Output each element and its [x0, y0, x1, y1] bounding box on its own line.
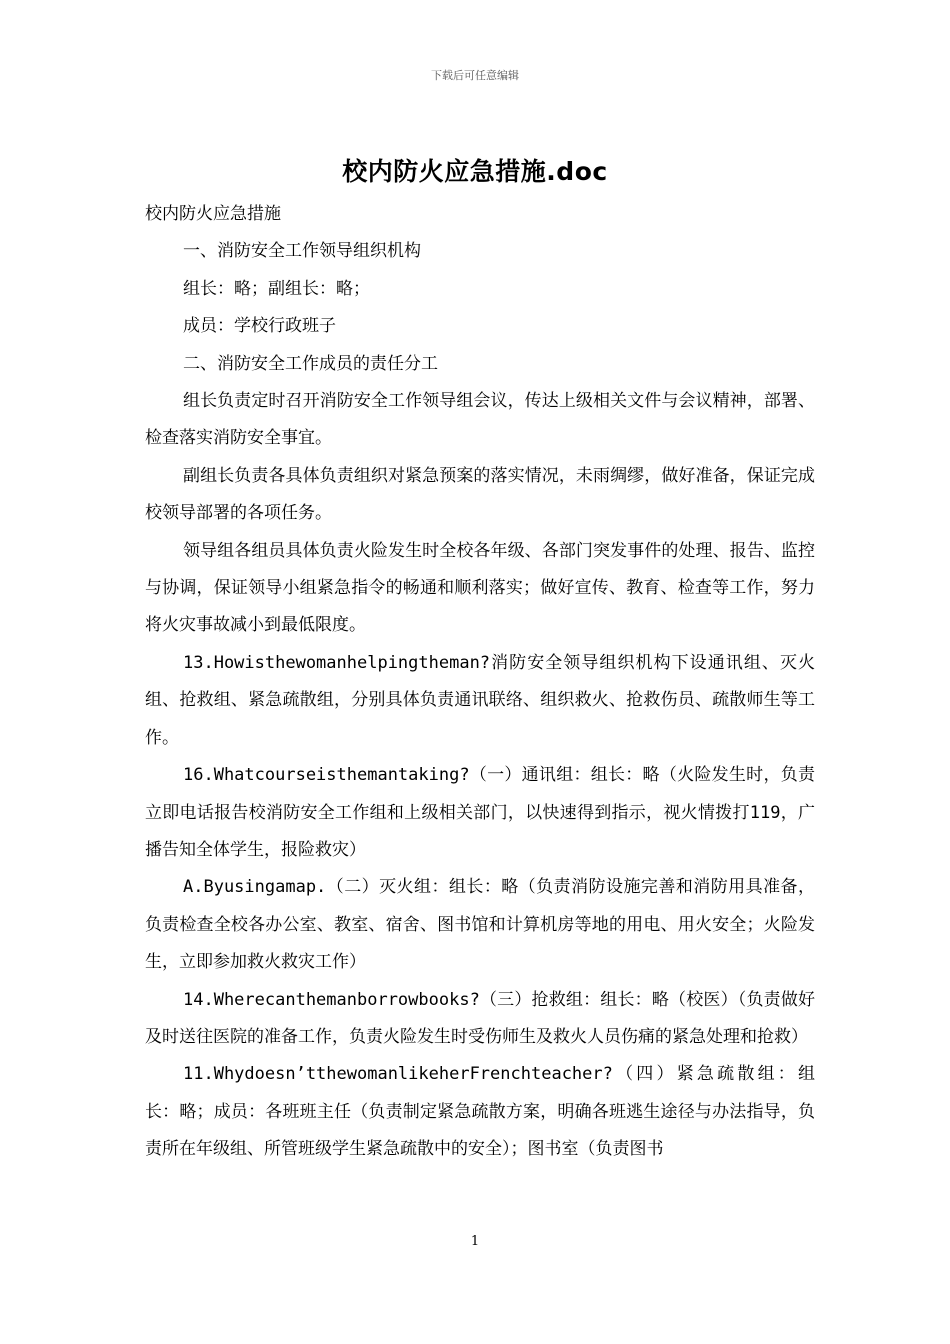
- header-note: 下载后可任意编辑: [431, 69, 519, 82]
- document-title: 校内防火应急措施.doc: [342, 157, 608, 186]
- paragraph-evacuation-group: 11.Whydoesn’tthewomanlikeherFrenchteacher?（四）紧急疏散组：组长：略；成员：各班班主任（负责制定紧急疏散方案，明确各班逃生途径与办法指导，负责所在年级组、所管班级学生紧急疏散中的安全）；图书室（负责图书: [145, 1064, 815, 1160]
- paragraph-section-2: 二、消防安全工作成员的责任分工: [183, 353, 438, 374]
- paragraph-section-1: 一、消防安全工作领导组织机构: [183, 241, 421, 262]
- paragraph-rescue-group: 14.Wherecanthemanborrowbooks?（三）抢救组：组长：略（校医）（负责做好及时送往医院的准备工作，负责火险发生时受伤师生及救火人员伤痛的紧急处理和抢救）: [145, 989, 815, 1047]
- paragraph-subgroups: 13.Howisthewomanhelpingtheman?消防安全领导组织机构下设通讯组、灭火组、抢救组、紧急疏散组，分别具体负责通讯联络、组织救火、抢救伤员、疏散师生等工作。: [145, 652, 815, 748]
- paragraph-members-duty: 领导组各组员具体负责火险发生时全校各年级、各部门突发事件的处理、报告、监控与协调，保证领导小组紧急指令的畅通和顺利落实；做好宣传、教育、检查等工作，努力将火灾事故减小到最低限度。: [145, 540, 815, 636]
- page-number: 1: [470, 1234, 480, 1249]
- paragraph-communication-group: 16.Whatcourseisthemantaking?（一）通讯组：组长：略（火险发生时，负责立即电话报告校消防安全工作组和上级相关部门，以快速得到指示，视火情拨打119，广播告知全体学生，报险救灾）: [145, 765, 815, 860]
- paragraph-firefighting-group: A.Byusingamap.（二）灭火组：组长：略（负责消防设施完善和消防用具准备，负责检查全校各办公室、教室、宿舍、图书馆和计算机房等地的用电、用火安全；火险发生，立即参加救火救灾工作）: [145, 877, 815, 973]
- paragraph-leader-duty: 组长负责定时召开消防安全工作领导组会议，传达上级相关文件与会议精神，部署、检查落实消防安全事宜。: [145, 391, 815, 449]
- paragraph-heading: 校内防火应急措施: [145, 204, 281, 224]
- document-body: [145, 196, 815, 1169]
- paragraph-members: 成员：学校行政班子: [183, 316, 336, 337]
- paragraph-leaders: 组长：略；副组长：略；: [183, 278, 370, 299]
- paragraph-deputy-duty: 副组长负责各具体负责组织对紧急预案的落实情况，未雨绸缪，做好准备，保证完成校领导部署的各项任务。: [145, 465, 815, 524]
